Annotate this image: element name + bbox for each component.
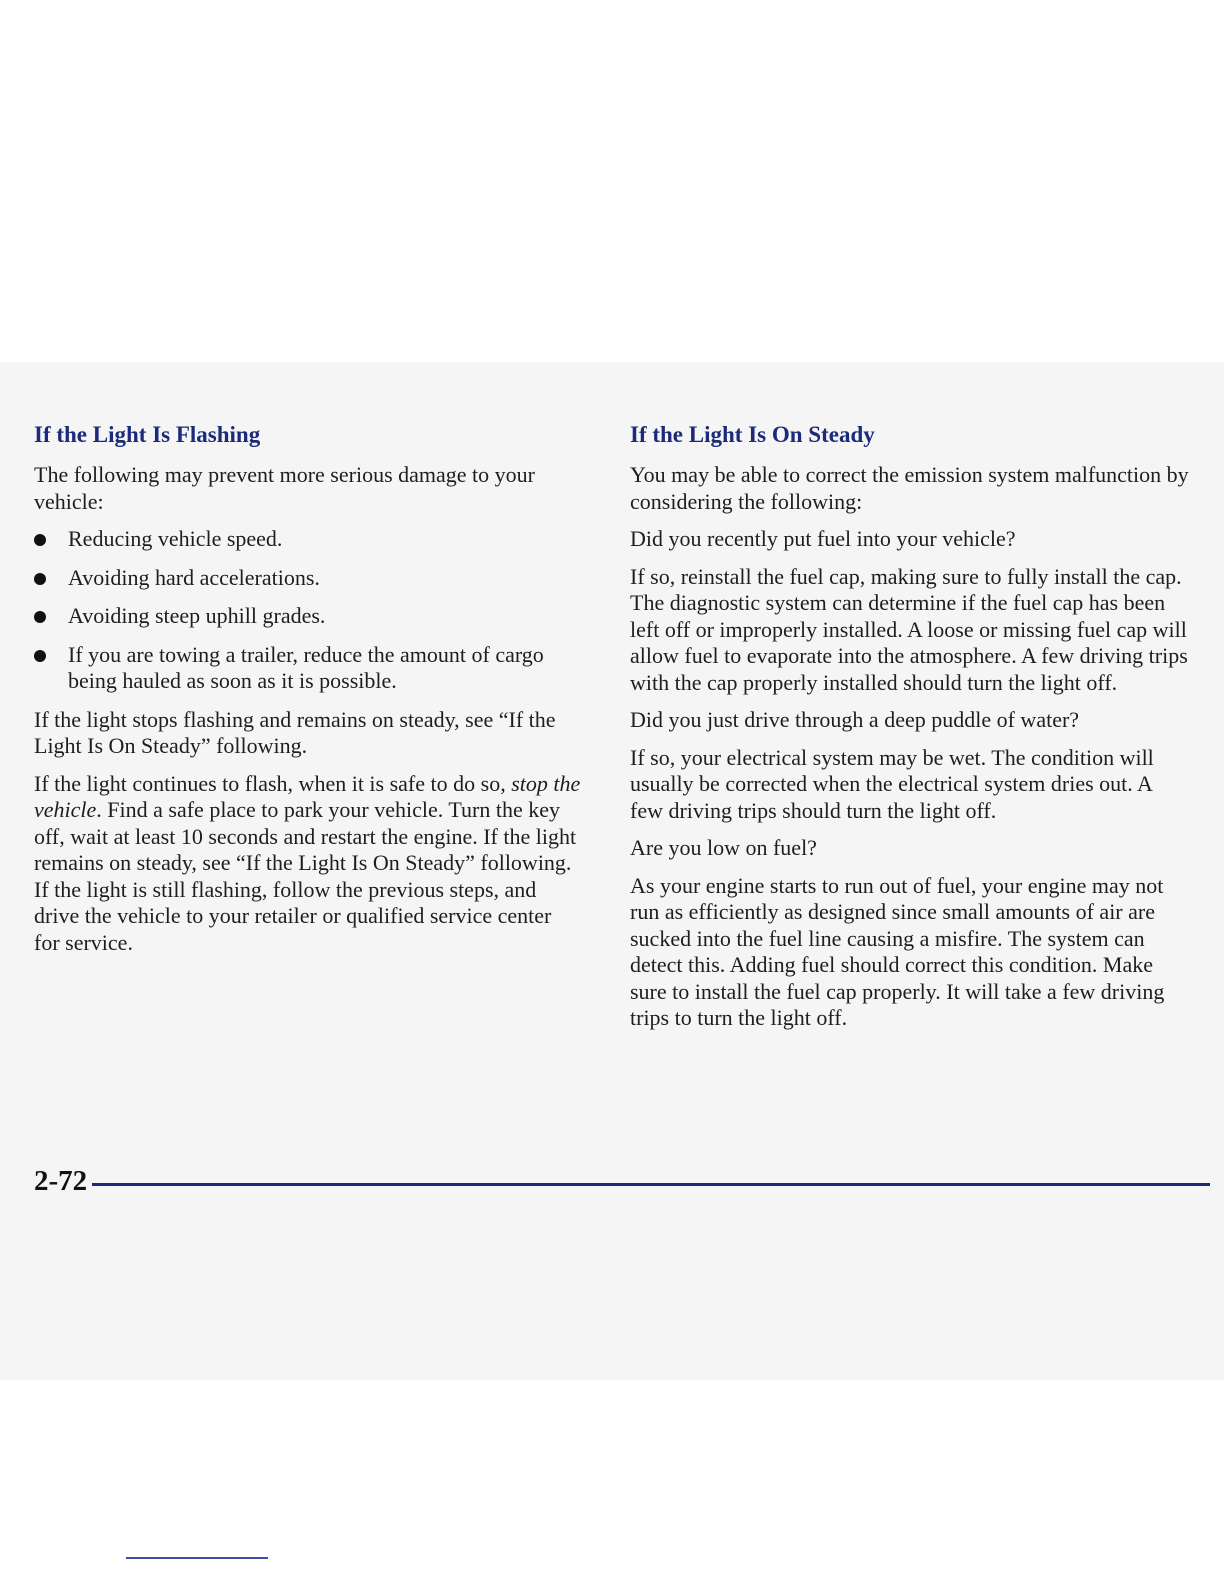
list-item xyxy=(34,565,582,592)
list-item xyxy=(34,526,582,553)
page-number: 2-72 xyxy=(34,1165,88,1197)
bullet-list xyxy=(34,526,582,695)
footer-rule xyxy=(92,1183,1210,1186)
answer-low-fuel: As your engine starts to run out of fuel, your engine may not run as efficiently as designed since small amounts of air are sucked into the fuel line causing a misfire. The system can detect this. Adding fuel should correct this condition. Make sure to install the fuel cap properly. It will take a few driving trips to turn the light off. xyxy=(630,872,1165,1030)
flashing-text-end: . Find a safe place to park your vehicle. Turn the key off, wait at least 10 seconds and restart the engine. If the light remains on steady, see “If the Light Is On Steady” following. If the light is still flashing, follow the previous steps, and drive the vehicle to your retailer or qualified service center for service. xyxy=(34,797,577,955)
list-item-text: Avoiding hard accelerations. xyxy=(68,564,320,590)
right-column xyxy=(630,418,1190,1043)
section-heading-steady: If the Light Is On Steady xyxy=(630,422,875,447)
flashing-instructions-paragraph xyxy=(34,771,582,957)
bottom-rule xyxy=(126,1557,268,1559)
intro-paragraph: The following may prevent more serious damage to your vehicle: xyxy=(34,462,535,514)
section-heading-flashing: If the Light Is Flashing xyxy=(34,422,261,447)
list-item xyxy=(34,642,582,695)
list-item-text: If you are towing a trailer, reduce the amount of cargo being hauled as soon as it is possible. xyxy=(68,641,544,693)
question-puddle: Did you just drive through a deep puddle of water? xyxy=(630,707,1080,732)
stop-vehicle-emphasis: stop the vehicle xyxy=(34,770,581,822)
answer-puddle: If so, your electrical system may be wet. The condition will usually be corrected when the electrical system dries out. A few driving trips should turn the light off. xyxy=(630,744,1154,823)
intro-paragraph: You may be able to correct the emission system malfunction by considering the following: xyxy=(630,462,1189,514)
page-footer xyxy=(34,1162,1178,1202)
list-item-text: Avoiding steep uphill grades. xyxy=(68,603,326,628)
bullet-icon xyxy=(34,573,46,585)
answer-fuel-cap: If so, reinstall the fuel cap, making sure to fully install the cap. The diagnostic system can determine if the fuel cap has been left off or improperly installed. A loose or missing fuel cap will allow fuel to evaporate into the atmosphere. A few driving trips with the cap properly installed should turn the light off. xyxy=(630,563,1188,695)
question-fuel: Did you recently put fuel into your vehicle? xyxy=(630,526,1016,551)
bullet-icon xyxy=(34,650,46,662)
list-item-text: Reducing vehicle speed. xyxy=(68,526,283,551)
steady-reference-paragraph: If the light stops flashing and remains on steady, see “If the Light Is On Steady” following. xyxy=(34,706,556,758)
bullet-icon xyxy=(34,534,46,546)
left-column xyxy=(34,418,582,967)
bullet-icon xyxy=(34,611,46,623)
list-item xyxy=(34,603,582,630)
flashing-text-start: If the light continues to flash, when it is safe to do so, xyxy=(34,770,506,796)
question-low-fuel: Are you low on fuel? xyxy=(630,835,817,860)
